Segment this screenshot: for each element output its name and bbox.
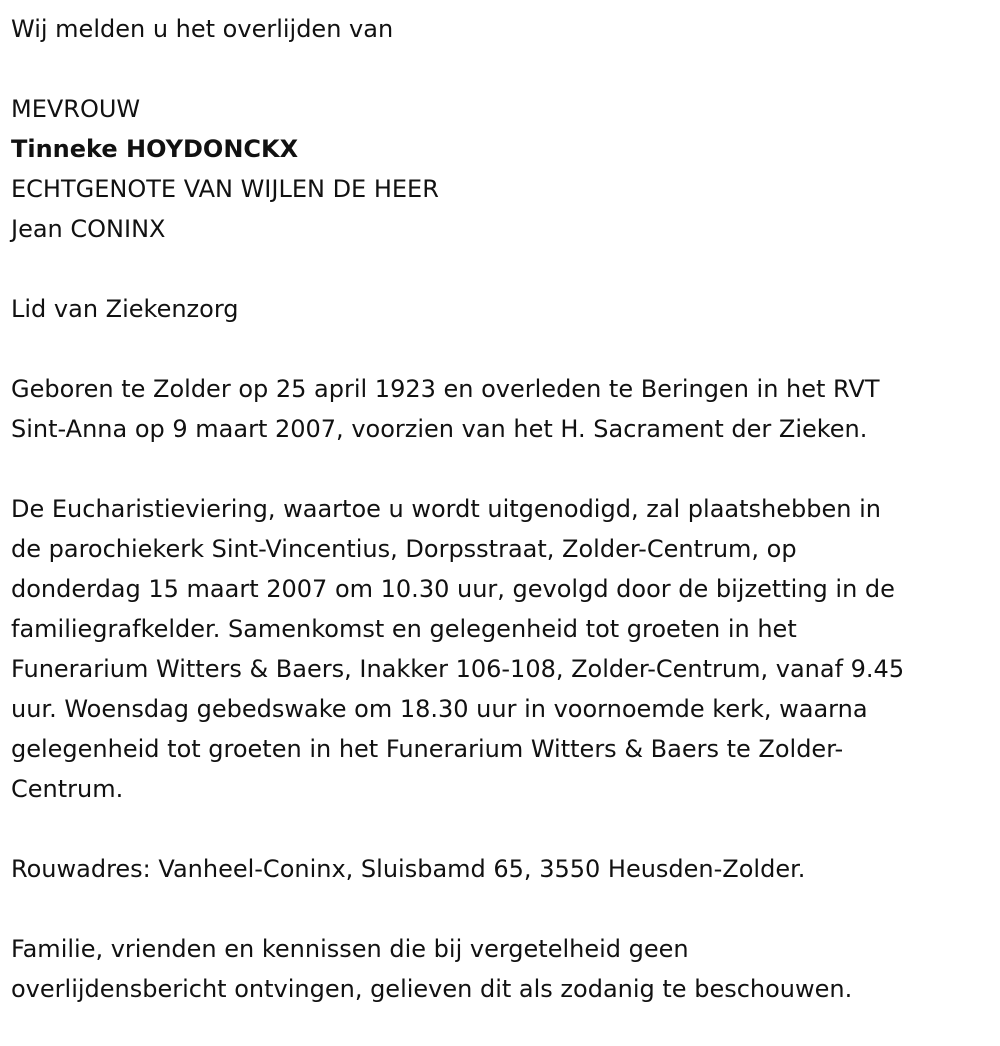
paragraph-line: gelegenheid tot groeten in het Funerarium Witters & Baers te Zolder- <box>11 735 844 763</box>
spouse-name: Jean CONINX <box>11 215 166 243</box>
paragraph-line: uur. Woensdag gebedswake om 18.30 uur in voornoemde kerk, waarna <box>11 695 868 723</box>
paragraph-line: De Eucharistieviering, waartoe u wordt uitgenodigd, zal plaatshebben in <box>11 495 881 523</box>
paragraph-line: Geboren te Zolder op 25 april 1923 en overleden te Beringen in het RVT <box>11 375 880 403</box>
paragraph-line: familiegrafkelder. Samenkomst en gelegenheid tot groeten in het <box>11 615 797 643</box>
deceased-name: Tinneke HOYDONCKX <box>11 135 299 163</box>
paragraph-line: Centrum. <box>11 775 124 803</box>
paragraph-line: de parochiekerk Sint-Vincentius, Dorpsstraat, Zolder-Centrum, op <box>11 535 797 563</box>
spacer <box>11 809 1000 849</box>
birth-death-paragraph <box>11 369 1000 449</box>
intro-text: Wij melden u het overlijden van <box>11 15 394 43</box>
service-paragraph <box>11 489 1000 809</box>
paragraph-line: Funerarium Witters & Baers, Inakker 106-108, Zolder-Centrum, vanaf 9.45 <box>11 655 905 683</box>
spacer <box>11 249 1000 289</box>
relation-text: ECHTGENOTE VAN WIJLEN DE HEER <box>11 175 439 203</box>
honorific: MEVROUW <box>11 95 141 123</box>
closing-paragraph <box>11 929 1000 1009</box>
paragraph-line: donderdag 15 maart 2007 om 10.30 uur, gevolgd door de bijzetting in de <box>11 575 895 603</box>
membership-text: Lid van Ziekenzorg <box>11 295 239 323</box>
spacer <box>11 889 1000 929</box>
spacer <box>11 49 1000 89</box>
spacer <box>11 329 1000 369</box>
mourning-address: Rouwadres: Vanheel-Coninx, Sluisbamd 65, 3550 Heusden-Zolder. <box>11 855 806 883</box>
paragraph-line: Sint-Anna op 9 maart 2007, voorzien van het H. Sacrament der Zieken. <box>11 415 868 443</box>
paragraph-line: overlijdensbericht ontvingen, gelieven dit als zodanig te beschouwen. <box>11 975 853 1003</box>
paragraph-line: Familie, vrienden en kennissen die bij vergetelheid geen <box>11 935 689 963</box>
spacer <box>11 449 1000 489</box>
